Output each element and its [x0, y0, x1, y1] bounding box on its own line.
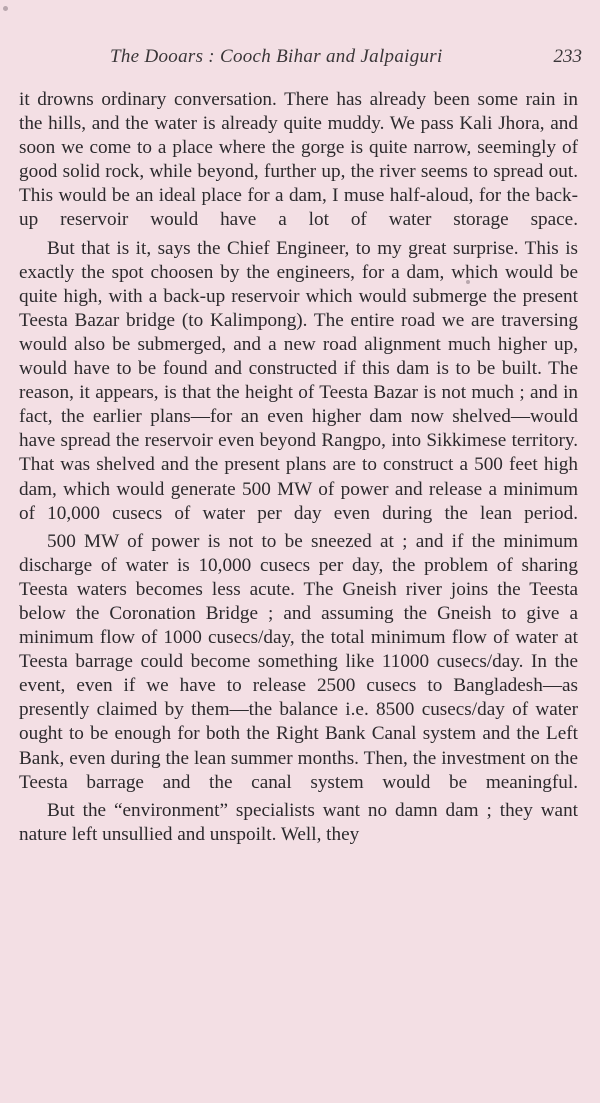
paragraph-environment: But the “environment” specialists want no damn dam ; they want nature left unsullied and unspoilt. Well, they [19, 799, 578, 845]
paragraph-chief-engineer: But that is it, says the Chief Engineer, to my great surprise. This is exactly the spot choosen by the engineers, for a dam, which would be quite high, with a back-up reservoir which would submerge the present Teesta Bazar bridge (to Kalimpong). The entire road we are traversing would also be submerged, and a new road alignment much higher up, would have to be found and constructed if this dam is to be built. The reason, it appears, is that the height of Teesta Bazar is not much ; and in fact, the earlier plans—for an even higher dam now shelved—would have spread the reservoir even beyond Rangpo, into Sikkimese territory. That was shelved and the present plans are to construct a 500 feet high dam, which would generate 500 MW of power and release a minimum of 10,000 cusecs of water per day even during the lean period. [19, 237, 578, 524]
page-header [110, 46, 582, 72]
running-title: The Dooars : Cooch Bihar and Jalpaiguri [110, 46, 443, 67]
paragraph-power-discharge: 500 MW of power is not to be sneezed at ; and if the minimum discharge of water is 10,000 cusecs per day, the problem of sharing Teesta waters becomes less acute. The Gneish river joins the Teesta below the Coronation Bridge ; and assuming the Gneish to give a minimum flow of 1000 cusecs/day, the total minimum flow of water at Teesta barrage could become something like 11000 cusecs/day. In the event, even if we have to release 2500 cusecs to Bangladesh—as presently claimed by them—the balance i.e. 8500 cusecs/day of water ought to be enough for both the Right Bank Canal system and the Left Bank, even during the lean summer months. Then, the investment on the Teesta barrage and the canal system would be meaningful. [19, 530, 578, 793]
ink-speck [3, 6, 8, 11]
paragraph-continued: it drowns ordinary conversation. There has already been some rain in the hills, and the water is already quite muddy. We pass Kali Jhora, and soon we come to a place where the gorge is quite narrow, seemingly of good solid rock, while beyond, further up, the river seems to spread out. This would be an ideal place for a dam, I muse half-aloud, for the back-up reservoir would have a lot of water storage space. [19, 89, 578, 231]
page-number: 233 [553, 46, 582, 67]
body-text [19, 88, 578, 851]
